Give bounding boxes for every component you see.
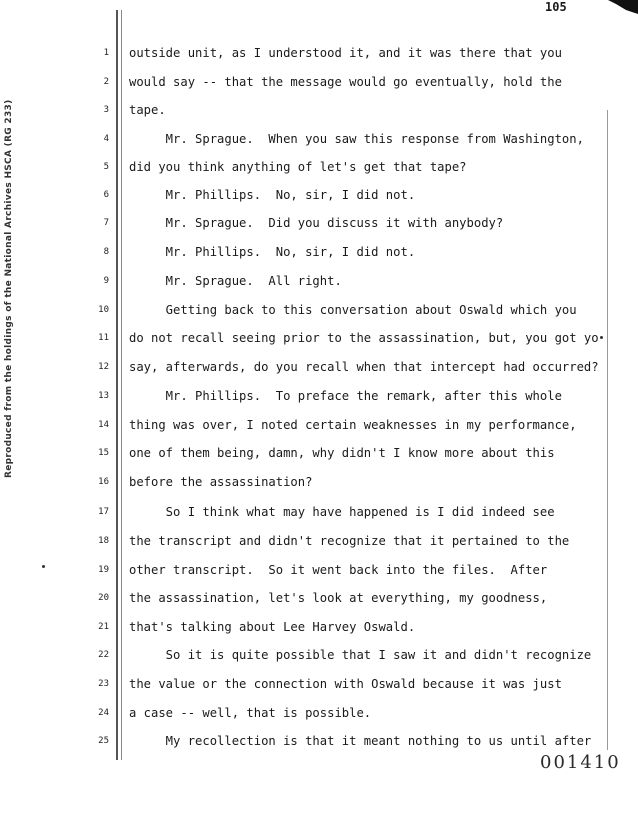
transcript-line: did you think anything of let's get that tape? (129, 160, 467, 174)
line-number: 15 (98, 448, 109, 458)
line-number: 10 (98, 305, 109, 315)
page-number: 105 (545, 0, 567, 14)
transcript-line: Mr. Sprague. When you saw this response from Washington, (129, 132, 584, 146)
ink-speck (600, 336, 603, 339)
transcript-line: So it is quite possible that I saw it and didn't recognize (129, 648, 592, 662)
line-number: 24 (98, 708, 109, 718)
transcript-line: Mr. Phillips. To preface the remark, after this whole (129, 389, 562, 403)
line-number: 12 (98, 362, 109, 372)
transcript-line: Mr. Phillips. No, sir, I did not. (129, 245, 416, 259)
transcript-line: Mr. Phillips. No, sir, I did not. (129, 188, 416, 202)
line-number: 7 (103, 218, 109, 228)
transcript-line: one of them being, damn, why didn't I know more about this (129, 446, 555, 460)
transcript-line: that's talking about Lee Harvey Oswald. (129, 620, 416, 634)
line-number: 20 (98, 593, 109, 603)
line-number: 5 (103, 162, 109, 172)
transcript-line: outside unit, as I understood it, and it was there that you (129, 46, 562, 60)
transcript-line: the transcript and didn't recognize that it pertained to the (129, 534, 570, 548)
transcript-line: say, afterwards, do you recall when that intercept had occurred? (129, 360, 599, 374)
ink-speck (42, 565, 45, 568)
line-number: 14 (98, 420, 109, 430)
document-stamp-number: 001410 (540, 752, 621, 773)
line-number: 21 (98, 622, 109, 632)
line-number: 3 (103, 105, 109, 115)
transcript-line: other transcript. So it went back into the files. After (129, 563, 548, 577)
right-margin-rule (607, 110, 608, 750)
line-number: 23 (98, 679, 109, 689)
left-margin-rule (116, 10, 118, 760)
transcript-line: do not recall seeing prior to the assassination, but, you got yo (129, 331, 599, 345)
line-number: 2 (103, 77, 109, 87)
transcript-line: thing was over, I noted certain weaknesses in my performance, (129, 418, 577, 432)
transcript-line: My recollection is that it meant nothing to us until after (129, 734, 592, 748)
line-number: 11 (98, 333, 109, 343)
line-number: 9 (103, 276, 109, 286)
transcript-line: So I think what may have happened is I did indeed see (129, 505, 555, 519)
line-number: 17 (98, 507, 109, 517)
archive-side-note: Reproduced from the holdings of the National Archives HSCA (RG 233) (4, 99, 14, 478)
transcript-line: Getting back to this conversation about Oswald which you (129, 303, 577, 317)
transcript-line: tape. (129, 103, 166, 117)
transcript-line: Mr. Sprague. Did you discuss it with anybody? (129, 216, 504, 230)
transcript-line: before the assassination? (129, 475, 313, 489)
transcript-line: Mr. Sprague. All right. (129, 274, 342, 288)
transcript-line: the value or the connection with Oswald because it was just (129, 677, 562, 691)
line-number: 22 (98, 650, 109, 660)
line-number: 6 (103, 190, 109, 200)
line-number: 19 (98, 565, 109, 575)
line-number: 4 (103, 134, 109, 144)
transcript-line: the assassination, let's look at everything, my goodness, (129, 591, 548, 605)
line-number: 16 (98, 477, 109, 487)
transcript-line: a case -- well, that is possible. (129, 706, 372, 720)
line-number: 1 (103, 48, 109, 58)
line-number: 25 (98, 736, 109, 746)
corner-ink-mark (608, 0, 638, 14)
line-number: 18 (98, 536, 109, 546)
line-number: 13 (98, 391, 109, 401)
line-number: 8 (103, 247, 109, 257)
left-margin-rule-inner (121, 10, 122, 760)
transcript-line: would say -- that the message would go eventually, hold the (129, 75, 562, 89)
